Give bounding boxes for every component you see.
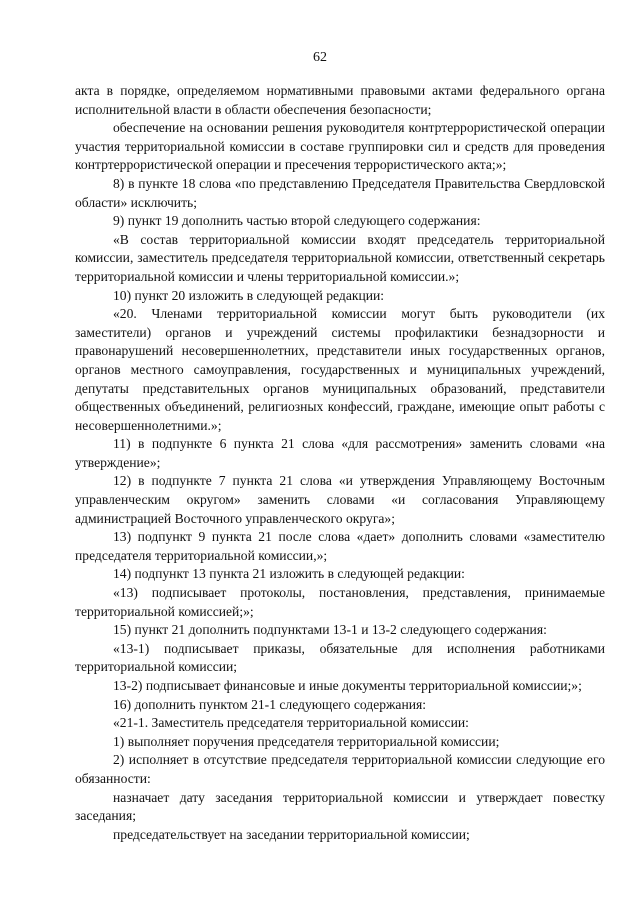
paragraph-continuation: акта в порядке, определяемом нормативными правовыми актами федерального органа исполнительной власти в области обеспечения безопасности; <box>75 83 605 117</box>
paragraph-quote: «13-1) подписывает приказы, обязательные для исполнения работниками территориальной комиссии; <box>75 640 605 675</box>
paragraph: обеспечение на основании решения руководителя контртеррористической операции участия территориальной комиссии в составе группировки сил и средств для проведения контртеррористической операции и пресечения террористического акта;»; <box>75 120 605 173</box>
document-body <box>75 82 605 844</box>
paragraph-item-15: 15) пункт 21 дополнить подпунктами 13-1 и 13-2 следующего содержания: <box>113 622 547 638</box>
paragraph-item-10: 10) пункт 20 изложить в следующей редакции: <box>113 287 385 303</box>
paragraph-item-13: 13) подпункт 9 пункта 21 после слова «дает» дополнить словами «заместителю председателя территориальной комиссии,»; <box>75 529 605 563</box>
paragraph-item-16: 16) дополнить пунктом 21-1 следующего содержания: <box>113 696 427 712</box>
paragraph-quote: «21-1. Заместитель председателя территориальной комиссии: <box>113 715 469 731</box>
paragraph-item-12: 12) в подпункте 7 пункта 21 слова «и утверждения Управляющему Восточным управленческим округом» заменить словами «и согласования Управляющему администрацией Восточного управленческого округа»; <box>75 473 605 526</box>
paragraph-item-9: 9) пункт 19 дополнить частью второй следующего содержания: <box>113 213 481 229</box>
paragraph-quote: «20. Членами территориальной комиссии могут быть руководители (их заместители) органов и учреждений системы профилактики безнадзорности и правонарушений несовершеннолетних, представители иных государственных органов, органов местного самоуправления, государственных и муниципальных учреждений, депутаты представительных органов муниципальных образований, представители общественных объединений, религиозных конфессий, граждане, имеющие опыт работы с несовершеннолетними.»; <box>75 306 605 433</box>
paragraph-item-8: 8) в пункте 18 слова «по представлению Председателя Правительства Свердловской области» исключить; <box>75 175 605 210</box>
paragraph-subitem-1: 1) выполняет поручения председателя территориальной комиссии; <box>113 733 500 749</box>
paragraph-subitem-2: 2) исполняет в отсутствие председателя территориальной комиссии следующие его обязанности: <box>75 752 605 786</box>
page-number: 62 <box>313 50 327 65</box>
paragraph-quote: «В состав территориальной комиссии входят председатель территориальной комиссии, заместитель председателя территориальной комиссии, ответственный секретарь территориальной комиссии и члены территориальной комиссии.»; <box>75 231 605 284</box>
paragraph: председательствует на заседании территориальной комиссии; <box>113 826 470 842</box>
paragraph-quote: «13) подписывает протоколы, постановления, представления, принимаемые территориальной комиссией;»; <box>75 585 605 619</box>
paragraph: назначает дату заседания территориальной комиссии и утверждает повестку заседания; <box>75 789 605 824</box>
paragraph-item-14: 14) подпункт 13 пункта 21 изложить в следующей редакции: <box>113 566 465 582</box>
paragraph-item-11: 11) в подпункте 6 пункта 21 слова «для рассмотрения» заменить словами «на утверждение»; <box>75 436 605 470</box>
paragraph-quote: 13-2) подписывает финансовые и иные документы территориальной комиссии;»; <box>113 678 582 693</box>
